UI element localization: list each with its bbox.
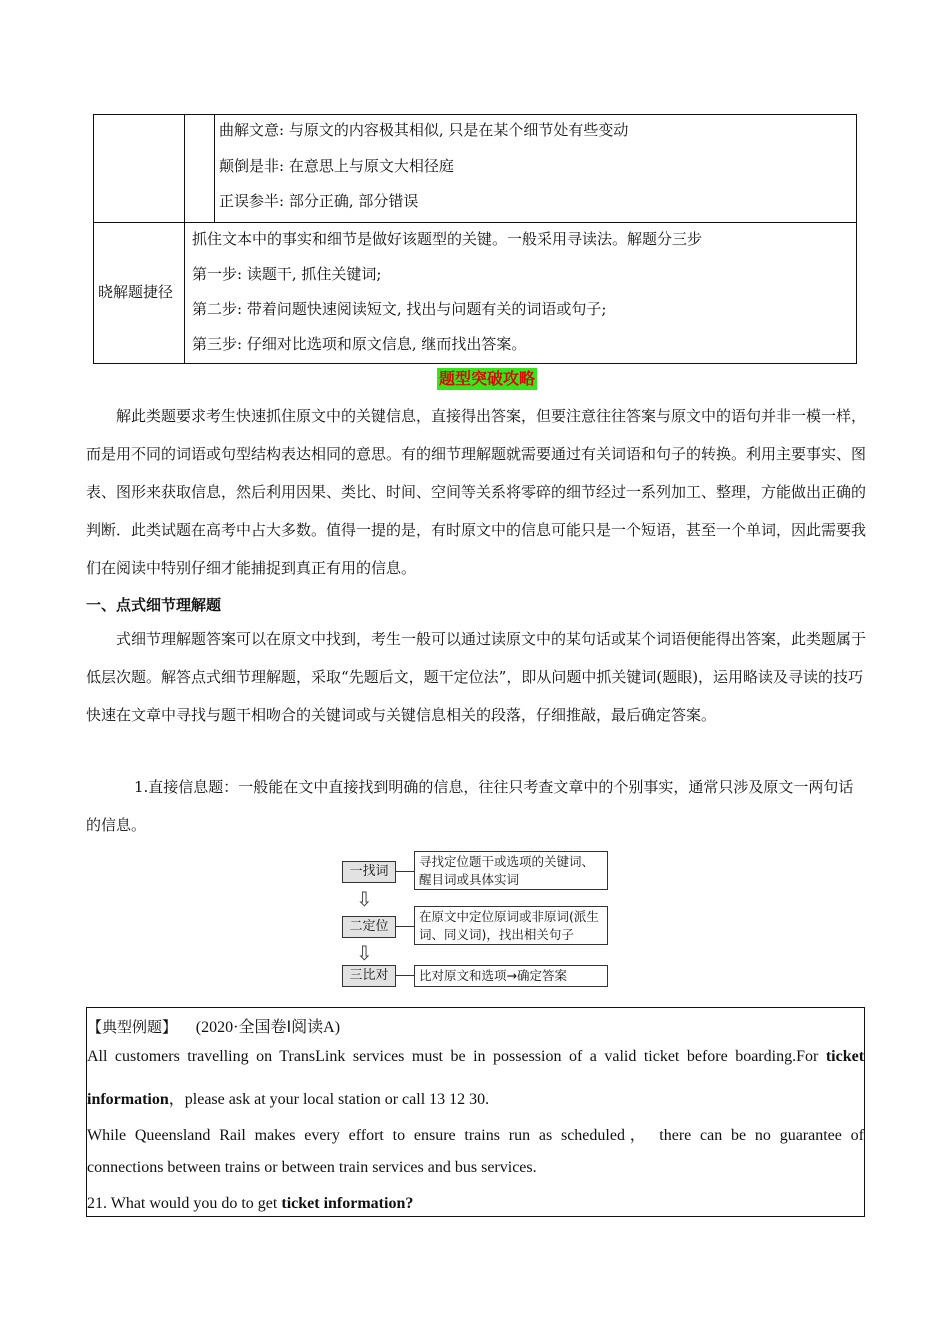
example-source: (2020·全国卷Ⅰ阅读A) <box>195 1019 341 1036</box>
table-row: 颠倒是非: 在意思上与原文大相径庭 <box>219 157 454 175</box>
direct-info-paragraph: 1.直接信息题：一般能在文中直接找到明确的信息，往往只考查文章中的个别事实，通常只涉及原文一两句话的信息。 <box>86 778 854 834</box>
section-title: 题型突破攻略 <box>439 369 536 388</box>
step-find-word: 一找词 <box>342 861 396 883</box>
example-p1-line2 <box>87 1086 864 1109</box>
strategy-table <box>93 114 857 364</box>
down-arrow-icon: ⇩ <box>356 887 373 911</box>
step-compare-desc: 比对原文和选项→确定答案 <box>414 965 608 987</box>
example-text: ，please ask at your local station or call 13 12 30. <box>168 1091 490 1108</box>
step-locate-desc: 在原文中定位原词或非原词(派生词、同义词)，找出相关句子 <box>414 906 608 945</box>
example-box <box>86 1007 865 1217</box>
question-text: 21. What would you do to get <box>87 1195 278 1212</box>
down-arrow-icon: ⇩ <box>356 941 373 965</box>
example-bold-text: information <box>87 1091 169 1108</box>
connector-line <box>395 926 414 927</box>
table-row: 第二步: 带着问题快速阅读短文, 找出与问题有关的词语或句子; <box>192 300 607 318</box>
table-column-line <box>214 115 215 222</box>
example-p1-line1 <box>87 1048 864 1066</box>
table-row: 抓住文本中的事实和细节是做好该题型的关键。一般采用寻读法。解题分三步 <box>192 230 703 248</box>
section-label: 晓解题捷径 <box>98 283 174 301</box>
point-detail-paragraph: 式细节理解题答案可以在原文中找到，考生一般可以通过读原文中的某句话或某个词语便能得出答案，此类题属于低层次题。解答点式细节理解题，采取“先题后文，题干定位法”，即从问题中抓关键词(题眼)，运用略读及寻读的技巧快速在文章中寻找与题干相吻合的关键词或与关键信息相关的段落，仔细推敲，最后确定答案。 <box>86 630 867 724</box>
step-locate: 二定位 <box>342 916 396 938</box>
step-find-word-desc: 寻找定位题干或选项的关键词、醒目词或具体实词 <box>414 851 608 890</box>
intro-paragraph: 解此类题要求考生快速抓住原文中的关键信息，直接得出答案，但要注意往往答案与原文中的语句并非一模一样，而是用不同的词语或句型结构表达相同的意思。有的细节理解题就需要通过有关词语和句子的转换。利用主要事实、图表、图形来获取信息，然后利用因果、类比、时间、空间等关系将零碎的细节经过一系列加工、整理，方能做出正确的判断．此类试题在高考中占大多数。值得一提的是，有时原文中的信息可能只是一个短语，甚至一个单词，因此需要我们在阅读中特别仔细才能捕捉到真正有用的信息。 <box>86 407 867 577</box>
table-row: 曲解文意: 与原文的内容极其相似, 只是在某个细节处有些变动 <box>219 121 629 139</box>
example-p2-line2: connections between trains or between train services and bus services. <box>87 1159 537 1176</box>
example-bold-text: ticket <box>825 1048 865 1065</box>
example-tag: 【典型例题】 <box>87 1018 178 1036</box>
table-row: 第三步: 仔细对比选项和原文信息, 继而找出答案。 <box>192 335 527 353</box>
connector-line <box>395 871 414 872</box>
example-question <box>87 1195 864 1213</box>
example-text: All customers travelling on TransLink services must be in possession of a valid ticket before boarding.For <box>87 1048 819 1065</box>
table-divider <box>94 222 856 223</box>
question-bold-text: ticket information? <box>281 1195 414 1212</box>
table-row: 第一步: 读题干, 抓住关键词; <box>192 265 382 283</box>
step-compare: 三比对 <box>342 965 396 987</box>
example-p2-line1: While Queensland Rail makes every effort to ensure trains run as scheduled， there can be no guarantee of <box>87 1127 865 1144</box>
heading-point-detail: 一、点式细节理解题 <box>86 596 222 614</box>
connector-line <box>395 975 414 976</box>
table-row: 正误参半: 部分正确, 部分错误 <box>219 192 419 210</box>
table-column-line <box>184 115 185 363</box>
example-header <box>87 1014 864 1037</box>
